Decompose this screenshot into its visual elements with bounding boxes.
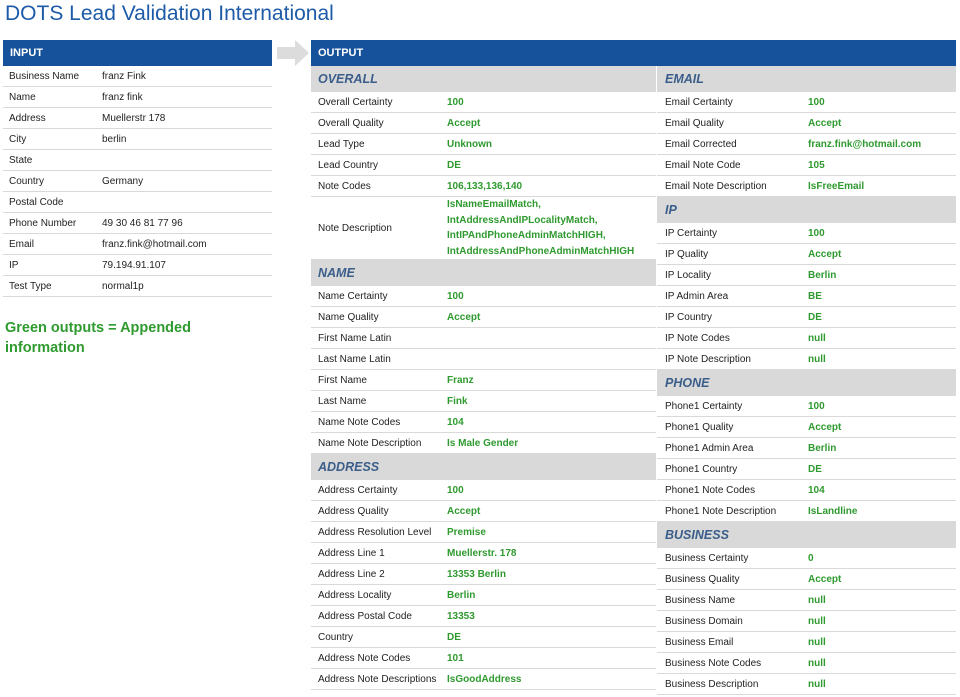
output-label: Business Quality — [665, 573, 740, 585]
section-title: IP — [657, 197, 956, 223]
section-title: NAME — [311, 260, 656, 286]
legend-note: Green outputs = Appended information — [5, 320, 191, 356]
input-value: 49 30 46 81 77 96 — [102, 217, 183, 229]
section-ip — [657, 197, 956, 370]
output-label: Business Name — [665, 594, 736, 606]
output-row-address-certainty — [311, 480, 656, 501]
output-value: Muellerstr. 178 — [447, 547, 517, 559]
input-rows — [3, 66, 272, 297]
output-label: Address Line 1 — [318, 547, 385, 559]
input-panel — [3, 40, 272, 297]
output-value: Berlin — [808, 442, 837, 454]
output-value: null — [808, 615, 826, 627]
output-value: null — [808, 353, 826, 365]
output-label: Business Note Codes — [665, 657, 762, 669]
output-row-phone1-quality — [657, 417, 956, 438]
section-title: OVERALL — [311, 66, 656, 92]
output-label: Address Note Codes — [318, 652, 411, 664]
output-row-email-corrected — [657, 134, 956, 155]
input-label: City — [9, 133, 27, 145]
output-row-first-name — [311, 370, 656, 391]
input-value: franz.fink@hotmail.com — [102, 238, 207, 250]
output-label: Name Certainty — [318, 290, 388, 302]
output-row-name-certainty — [311, 286, 656, 307]
output-value: 100 — [808, 400, 825, 412]
output-row-ip-certainty — [657, 223, 956, 244]
output-value: Premise — [447, 526, 486, 538]
output-row-phone1-certainty — [657, 396, 956, 417]
input-value: Muellerstr 178 — [102, 112, 166, 124]
output-label: Email Quality — [665, 117, 724, 129]
output-row-overall-quality — [311, 113, 656, 134]
output-value: DE — [447, 631, 461, 643]
output-row-note-description — [311, 197, 656, 260]
output-label: Address Line 2 — [318, 568, 385, 580]
output-value: null — [808, 657, 826, 669]
output-label: Business Email — [665, 636, 734, 648]
input-label: Postal Code — [9, 196, 64, 208]
section-title: ADDRESS — [311, 454, 656, 480]
input-label: Business Name — [9, 70, 80, 82]
input-row-country — [3, 171, 272, 192]
output-row-name-note-description — [311, 433, 656, 454]
output-value: 100 — [808, 227, 825, 239]
input-row-phone-number — [3, 213, 272, 234]
output-label: Address Note Descriptions — [318, 673, 437, 685]
output-row-first-name-latin — [311, 328, 656, 349]
output-row-email-note-description — [657, 176, 956, 197]
output-value: Unknown — [447, 138, 492, 150]
output-value-line: IsNameEmailMatch, — [447, 199, 541, 210]
output-label: Email Certainty — [665, 96, 733, 108]
output-label: Email Note Code — [665, 159, 741, 171]
output-row-address-line-1 — [311, 543, 656, 564]
output-value: 100 — [447, 290, 464, 302]
output-label: IP Country — [665, 311, 713, 323]
section-email — [657, 66, 956, 197]
output-row-lead-country — [311, 155, 656, 176]
input-label: Phone Number — [9, 217, 77, 229]
output-value: Accept — [808, 117, 842, 129]
output-label: Lead Country — [318, 159, 379, 171]
output-label: Phone1 Certainty — [665, 400, 743, 412]
output-label: Address Quality — [318, 505, 389, 517]
output-label: Name Quality — [318, 311, 379, 323]
output-value: 100 — [447, 484, 464, 496]
output-label: Email Corrected — [665, 138, 737, 150]
input-value: berlin — [102, 133, 127, 145]
output-row-phone1-note-codes — [657, 480, 956, 501]
output-label: IP Note Codes — [665, 332, 730, 344]
input-value: franz fink — [102, 91, 143, 103]
section-title: BUSINESS — [657, 522, 956, 548]
output-label: Lead Type — [318, 138, 365, 150]
output-value: Accept — [447, 311, 481, 323]
output-row-ip-country — [657, 307, 956, 328]
output-value-line: IntIPAndPhoneAdminMatchHIGH, — [447, 230, 606, 241]
output-row-address-line-2 — [311, 564, 656, 585]
output-row-business-certainty — [657, 548, 956, 569]
section-overall — [311, 66, 656, 260]
output-label: Overall Certainty — [318, 96, 393, 108]
output-label: IP Locality — [665, 269, 711, 281]
output-left-column — [311, 66, 656, 695]
output-value — [447, 197, 634, 259]
input-label: State — [9, 154, 33, 166]
output-value: Accept — [447, 505, 481, 517]
output-value: null — [808, 594, 826, 606]
input-row-ip — [3, 255, 272, 276]
section-name — [311, 260, 656, 454]
input-row-address — [3, 108, 272, 129]
output-row-ip-note-codes — [657, 328, 956, 349]
output-right-column — [656, 66, 956, 695]
output-value: 13353 Berlin — [447, 568, 506, 580]
input-label: Email — [9, 238, 35, 250]
output-row-name-quality — [311, 307, 656, 328]
output-label: Address Postal Code — [318, 610, 412, 622]
output-label: Overall Quality — [318, 117, 384, 129]
output-value: null — [808, 678, 826, 690]
page-title: DOTS Lead Validation International — [5, 2, 334, 25]
right-arrow-icon — [277, 38, 311, 68]
output-label: First Name Latin — [318, 332, 392, 344]
output-row-business-description — [657, 674, 956, 695]
output-row-email-note-code — [657, 155, 956, 176]
output-label: IP Note Description — [665, 353, 751, 365]
output-row-country — [311, 627, 656, 648]
output-row-lead-type — [311, 134, 656, 155]
input-label: Test Type — [9, 280, 52, 292]
output-row-phone1-country — [657, 459, 956, 480]
output-label: Name Note Codes — [318, 416, 401, 428]
output-value: 100 — [447, 96, 464, 108]
input-row-email — [3, 234, 272, 255]
output-label: Address Resolution Level — [318, 526, 432, 538]
output-label: Phone1 Admin Area — [665, 442, 754, 454]
output-row-address-resolution-level — [311, 522, 656, 543]
output-value: IsFreeEmail — [808, 180, 865, 192]
output-label: Address Locality — [318, 589, 392, 601]
output-label: Phone1 Quality — [665, 421, 734, 433]
output-value: Berlin — [808, 269, 837, 281]
output-label: Country — [318, 631, 354, 643]
output-row-phone1-note-description — [657, 501, 956, 522]
output-value: Is Male Gender — [447, 437, 519, 449]
output-row-ip-admin-area — [657, 286, 956, 307]
input-label: Name — [9, 91, 36, 103]
output-value: 104 — [808, 484, 825, 496]
output-value: 100 — [808, 96, 825, 108]
output-value: null — [808, 332, 826, 344]
output-value: null — [808, 636, 826, 648]
output-row-note-codes — [311, 176, 656, 197]
output-row-business-note-codes — [657, 653, 956, 674]
section-business — [657, 522, 956, 695]
output-label: First Name — [318, 374, 367, 386]
section-address — [311, 454, 656, 690]
output-label: Business Certainty — [665, 552, 749, 564]
output-label: Name Note Description — [318, 437, 422, 449]
output-row-address-note-descriptions — [311, 669, 656, 690]
output-value: Accept — [808, 573, 842, 585]
output-row-business-quality — [657, 569, 956, 590]
output-label: IP Certainty — [665, 227, 718, 239]
output-row-phone1-admin-area — [657, 438, 956, 459]
output-label: IP Admin Area — [665, 290, 729, 302]
input-value: normal1p — [102, 280, 144, 292]
output-value: IsGoodAddress — [447, 673, 522, 685]
output-label: Address Certainty — [318, 484, 398, 496]
output-value: Accept — [808, 248, 842, 260]
output-label: Business Description — [665, 678, 759, 690]
output-row-ip-note-description — [657, 349, 956, 370]
section-title: PHONE — [657, 370, 956, 396]
output-row-last-name — [311, 391, 656, 412]
input-value: Germany — [102, 175, 144, 187]
output-row-ip-quality — [657, 244, 956, 265]
output-label: Last Name Latin — [318, 353, 391, 365]
output-label: Last Name — [318, 395, 367, 407]
input-label: Country — [9, 175, 45, 187]
output-value-line: IntAddressAndPhoneAdminMatchHIGH — [447, 245, 635, 257]
input-header: INPUT — [3, 40, 272, 66]
output-value: Berlin — [447, 589, 476, 601]
output-label: Phone1 Country — [665, 463, 738, 475]
input-value: franz Fink — [102, 70, 146, 82]
input-row-business-name — [3, 66, 272, 87]
output-label: Phone1 Note Codes — [665, 484, 756, 496]
output-row-address-quality — [311, 501, 656, 522]
output-row-address-locality — [311, 585, 656, 606]
output-row-address-postal-code — [311, 606, 656, 627]
output-value: 0 — [808, 552, 814, 564]
output-value: IsLandline — [808, 505, 858, 517]
output-row-ip-locality — [657, 265, 956, 286]
input-row-postal-code — [3, 192, 272, 213]
output-row-address-note-codes — [311, 648, 656, 669]
output-label: IP Quality — [665, 248, 709, 260]
output-value: 13353 — [447, 610, 475, 622]
section-phone — [657, 370, 956, 522]
output-value: DE — [447, 159, 461, 171]
output-value: DE — [808, 463, 822, 475]
input-row-name — [3, 87, 272, 108]
input-label: Address — [9, 112, 46, 124]
output-value: BE — [808, 290, 822, 302]
section-title: EMAIL — [657, 66, 956, 92]
output-label: Phone1 Note Description — [665, 505, 777, 517]
output-row-email-certainty — [657, 92, 956, 113]
output-label: Note Codes — [318, 180, 371, 192]
output-value: Accept — [447, 117, 481, 129]
output-header: OUTPUT — [311, 40, 956, 66]
output-value: Accept — [808, 421, 842, 433]
output-value: 101 — [447, 652, 464, 664]
output-row-name-note-codes — [311, 412, 656, 433]
input-row-city — [3, 129, 272, 150]
output-value: franz.fink@hotmail.com — [808, 138, 922, 150]
input-row-state — [3, 150, 272, 171]
output-value: 105 — [808, 159, 825, 171]
input-value: 79.194.91.107 — [102, 259, 166, 271]
output-label: Business Domain — [665, 615, 743, 627]
output-row-overall-certainty — [311, 92, 656, 113]
input-label: IP — [9, 259, 19, 271]
output-row-last-name-latin — [311, 349, 656, 370]
output-row-business-domain — [657, 611, 956, 632]
output-value: 104 — [447, 416, 464, 428]
output-value: DE — [808, 311, 822, 323]
output-panel — [311, 40, 956, 695]
output-label: Email Note Description — [665, 180, 767, 192]
output-value: 106,133,136,140 — [447, 180, 523, 192]
output-row-email-quality — [657, 113, 956, 134]
input-row-test-type — [3, 276, 272, 297]
output-value: Franz — [447, 374, 474, 386]
output-value: Fink — [447, 395, 468, 407]
output-row-business-name — [657, 590, 956, 611]
output-value-line: IntAddressAndIPLocalityMatch, — [447, 214, 598, 226]
output-label: Note Description — [318, 222, 392, 234]
output-row-business-email — [657, 632, 956, 653]
